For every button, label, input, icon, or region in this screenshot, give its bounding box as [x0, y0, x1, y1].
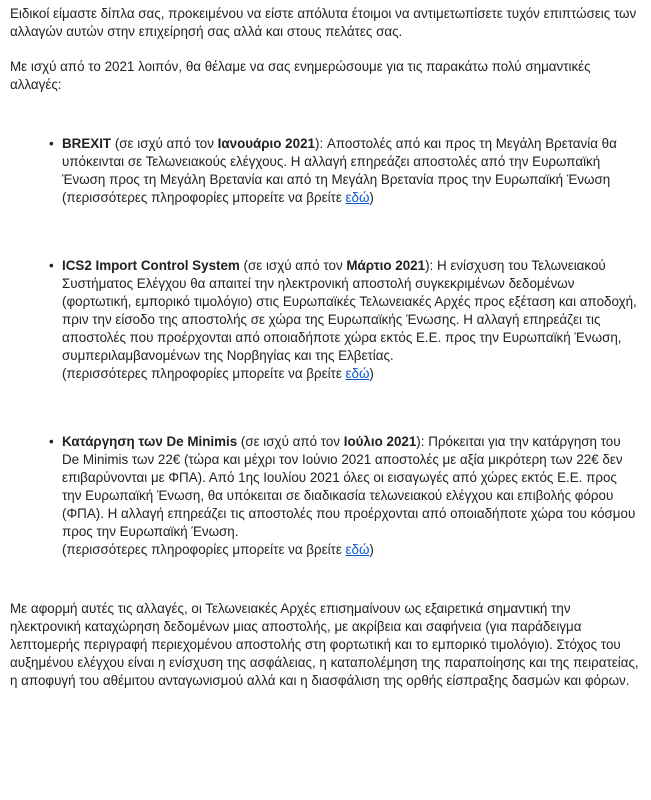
more-info-prefix: (περισσότερες πληροφορίες μπορείτε να βρείτε: [62, 190, 346, 205]
item-title: BREXIT: [62, 136, 112, 151]
intro-paragraph: Ειδικοί είμαστε δίπλα σας, προκειμένου να είστε απόλυτα έτοιμοι να αντιμετωπίσετε τυχόν επιπτώσεις των αλλαγών αυτών στην επιχείρησή σας αλλά και στους πελάτες σας.: [10, 6, 637, 39]
list-item-ics2: [49, 257, 639, 383]
more-info-line: [62, 541, 639, 559]
changes-lead-paragraph: Με ισχύ από το 2021 λοιπόν, θα θέλαμε να σας ενημερώσουμε για τις παρακάτω πολύ σημαντικές αλλαγές:: [10, 59, 591, 92]
more-info-suffix: ): [369, 542, 374, 557]
more-info-link[interactable]: εδώ: [345, 190, 370, 205]
effective-suffix: ):: [314, 136, 327, 151]
more-info-link[interactable]: εδώ: [345, 366, 370, 381]
more-info-prefix: (περισσότερες πληροφορίες μπορείτε να βρείτε: [62, 366, 346, 381]
more-info-line: [62, 365, 639, 383]
more-info-suffix: ): [369, 190, 374, 205]
bullet-icon: •: [49, 136, 54, 151]
more-info-prefix: (περισσότερες πληροφορίες μπορείτε να βρείτε: [62, 542, 346, 557]
more-info-line: [62, 189, 639, 207]
item-description: Πρόκειται για την κατάργηση του De Minimis των 22€ (τώρα και μέχρι τον Ιούνιο 2021 αποστολές με αξία μικρότερη των 22€ δεν επιβαρύνονται με ΦΠΑ). Από 1ης Ιουλίου 2021 όλες οι εισαγωγές από χώρες εκτός Ε.Ε. προς την Ευρωπαϊκή Ένωση, θα υπόκειται σε διαδικασία τελωνειακού ελέγχου και επιβολής φόρου (ΦΠΑ). Η αλλαγή επηρεάζει τις αποστολές που προέρχονται από οποιαδήποτε χώρα του κόσμου προς την Ευρωπαϊκή Ένωση.: [62, 434, 636, 539]
bullet-icon: •: [49, 434, 54, 449]
more-info-suffix: ): [369, 366, 374, 381]
item-description: Αποστολές από και προς τη Μεγάλη Βρετανία θα υπόκεινται σε Τελωνειακούς ελέγχους. Η αλλαγή επηρεάζει αποστολές από την Ευρωπαϊκή Ένωση προς τη Μεγάλη Βρετανία και από τη Μεγάλη Βρετανία προς την Ευρωπαϊκή Ένωση: [62, 136, 617, 187]
closing-paragraph: Με αφορμή αυτές τις αλλαγές, οι Τελωνειακές Αρχές επισημαίνουν ως εξαιρετικά σημαντική την ηλεκτρονική καταχώρηση δεδομένων μιας αποστολής, με ακρίβεια και σαφήνεια (για παράδειγμα λεπτομερής περιγραφή περιεχομένου αποστολής στη φορτωτική και το εμπορικό τιμολόγιο). Στόχος του αυξημένου ελέγχου είναι η ενίσχυση της ασφάλειας, η καταπολέμηση της παραποίησης και της πειρατείας, η αποφυγή του αθέμιτου ανταγωνισμού αλλά και η διασφάλιση της ορθής είσπραξης δασμών και φόρων.: [10, 601, 639, 688]
effective-date: Μάρτιο 2021: [346, 258, 426, 273]
more-info-link[interactable]: εδώ: [345, 542, 370, 557]
effective-suffix: ):: [416, 434, 429, 449]
effective-prefix: (σε ισχύ από τον: [239, 258, 347, 273]
list-item-brexit: [49, 135, 639, 207]
effective-date: Ιανουάριο 2021: [217, 136, 315, 151]
item-description: Η ενίσχυση του Τελωνειακού Συστήματος Ελέγχου θα απαιτεί την ηλεκτρονική αποστολή συγκεκριμένων δεδομένων (φορτωτική, εμπορικό τιμολόγιο) στις Ευρωπαϊκές Τελωνειακές Αρχές προς εξέταση και αποδοχή, πριν την είσοδο της αποστολής σε χώρα της Ευρωπαϊκής Ένωσης. Η αλλαγή επηρεάζει τις αποστολές που προέρχονται από οποιαδήποτε χώρα εκτός Ε.Ε. προς την Ευρωπαϊκή Ένωση, συμπεριλαμβανομένων της Νορβηγίας και της Ελβετίας.: [62, 258, 637, 363]
list-item-de-minimis: [49, 433, 639, 559]
item-title: ICS2 Import Control System: [62, 258, 240, 273]
effective-prefix: (σε ισχύ από τον: [111, 136, 218, 151]
item-title: Κατάργηση των De Minimis: [62, 434, 238, 449]
effective-suffix: ):: [425, 258, 437, 273]
effective-date: Ιούλιο 2021: [343, 434, 417, 449]
changes-list: [10, 135, 639, 559]
effective-prefix: (σε ισχύ από τον: [237, 434, 344, 449]
bullet-icon: •: [49, 258, 54, 273]
